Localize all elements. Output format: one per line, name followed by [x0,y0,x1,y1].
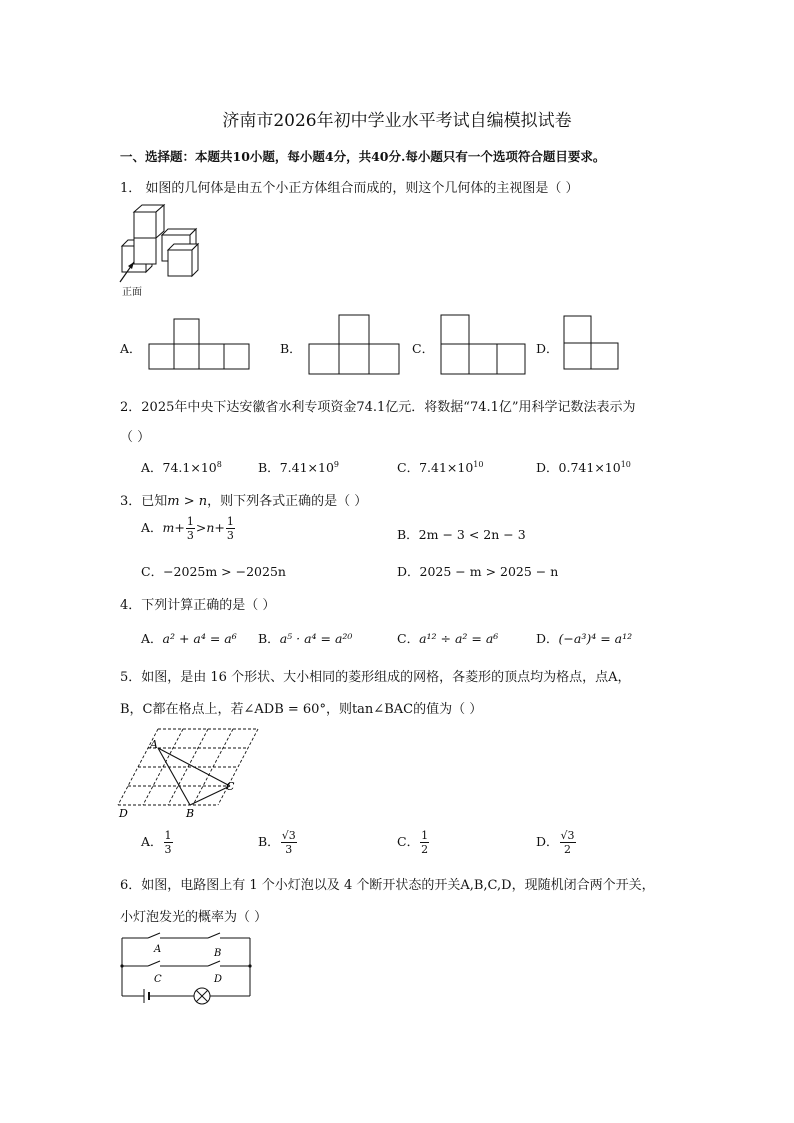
question-6-line1: 6．如图，电路图上有 1 个小灯泡以及 4 个断开状态的开关A,B,C,D，现随机闭合两个开关， [120,878,655,893]
q2-option-b: B．$7.41\times 10^9$ [258,459,339,475]
q1-option-c-figure [440,315,528,375]
question-6-line2: 小灯泡发光的概率为（ ） [120,910,268,925]
q2-option-c: C．$7.41\times 10^{10}$ [397,459,484,475]
q6-switch-c: C [154,974,162,985]
section-heading: 一、选择题：本题共10小题，每小题4分，共40分.每小题只有一个选项符合题目要求。 [120,149,606,164]
page-title: 济南市2026年初中学业水平考试自编模拟试卷 [222,111,572,131]
q5-point-a: A [150,738,158,751]
q1-option-b-figure [308,315,400,375]
q3-option-c: C．−2025m > −2025n [141,564,286,579]
q3-option-a: A．m+ $\frac{1}{3}$ >n+ $\frac{1}{3}$ [141,515,234,542]
question-5-line2: B，C都在格点上，若∠ADB = 60°，则tan∠BAC的值为（ ） [120,702,483,717]
question-5-line1: 5．如图，是由 16 个形状、大小相同的菱形组成的网格，各菱形的顶点均为格点，点A， [120,670,631,685]
q4-option-a: A．a² + a⁴ = a⁶ [141,631,237,646]
q6-switch-d: D [214,974,223,985]
q1-option-d-label: D． [536,341,559,356]
question-1-text: 1． 如图的几何体是由五个小正方体组合而成的，则这个几何体的主视图是（ ） [120,181,579,196]
q5-point-b: B [186,807,195,820]
q4-option-c: C．a¹² ÷ a² = a⁶ [397,631,499,646]
question-4-text: 4．下列计算正确的是（ ） [120,598,276,613]
q5-rhombus-grid [118,724,268,820]
q4-option-d: D．(−a³)⁴ = a¹² [536,631,633,646]
q6-switch-b: B [214,948,222,959]
q3-option-d: D．2025 − m > 2025 − n [397,564,559,579]
q2-option-a: A．$74.1\times 10^8$ [141,459,222,475]
q3-option-b: B．2m − 3 < 2n − 3 [397,527,526,542]
q5-point-c: C [226,780,235,793]
q1-option-a-figure [148,319,252,371]
question-2-text: 2．2025年中央下达安徽省水利专项资金74.1亿元．将数据“74.1亿”用科学记数法表示为 [120,400,636,415]
q6-circuit-diagram [118,930,256,1006]
q1-option-a-label: A． [120,341,142,356]
q5-point-d: D [119,807,128,820]
q5-option-c: C． $\frac{1}{2}$ [397,829,429,856]
q2-option-d: D．$0.741\times 10^{10}$ [536,459,631,475]
question-3-text: 3．已知m > n，则下列各式正确的是（ ） [120,494,368,509]
q5-option-d: D． $\frac{√3}{2}$ [536,829,575,856]
q1-front-label: 正面 [122,287,142,298]
q1-option-c-label: C． [412,341,435,356]
q5-option-a: A． $\frac{1}{3}$ [141,829,172,856]
question-2-paren: （ ） [120,430,151,445]
q4-option-b: B．a⁵ · a⁴ = a²⁰ [258,631,353,646]
q6-switch-a: A [154,944,162,955]
q1-option-d-figure [563,315,619,371]
q1-option-b-label: B． [280,341,302,356]
q5-option-b: B． $\frac{√3}{3}$ [258,829,296,856]
